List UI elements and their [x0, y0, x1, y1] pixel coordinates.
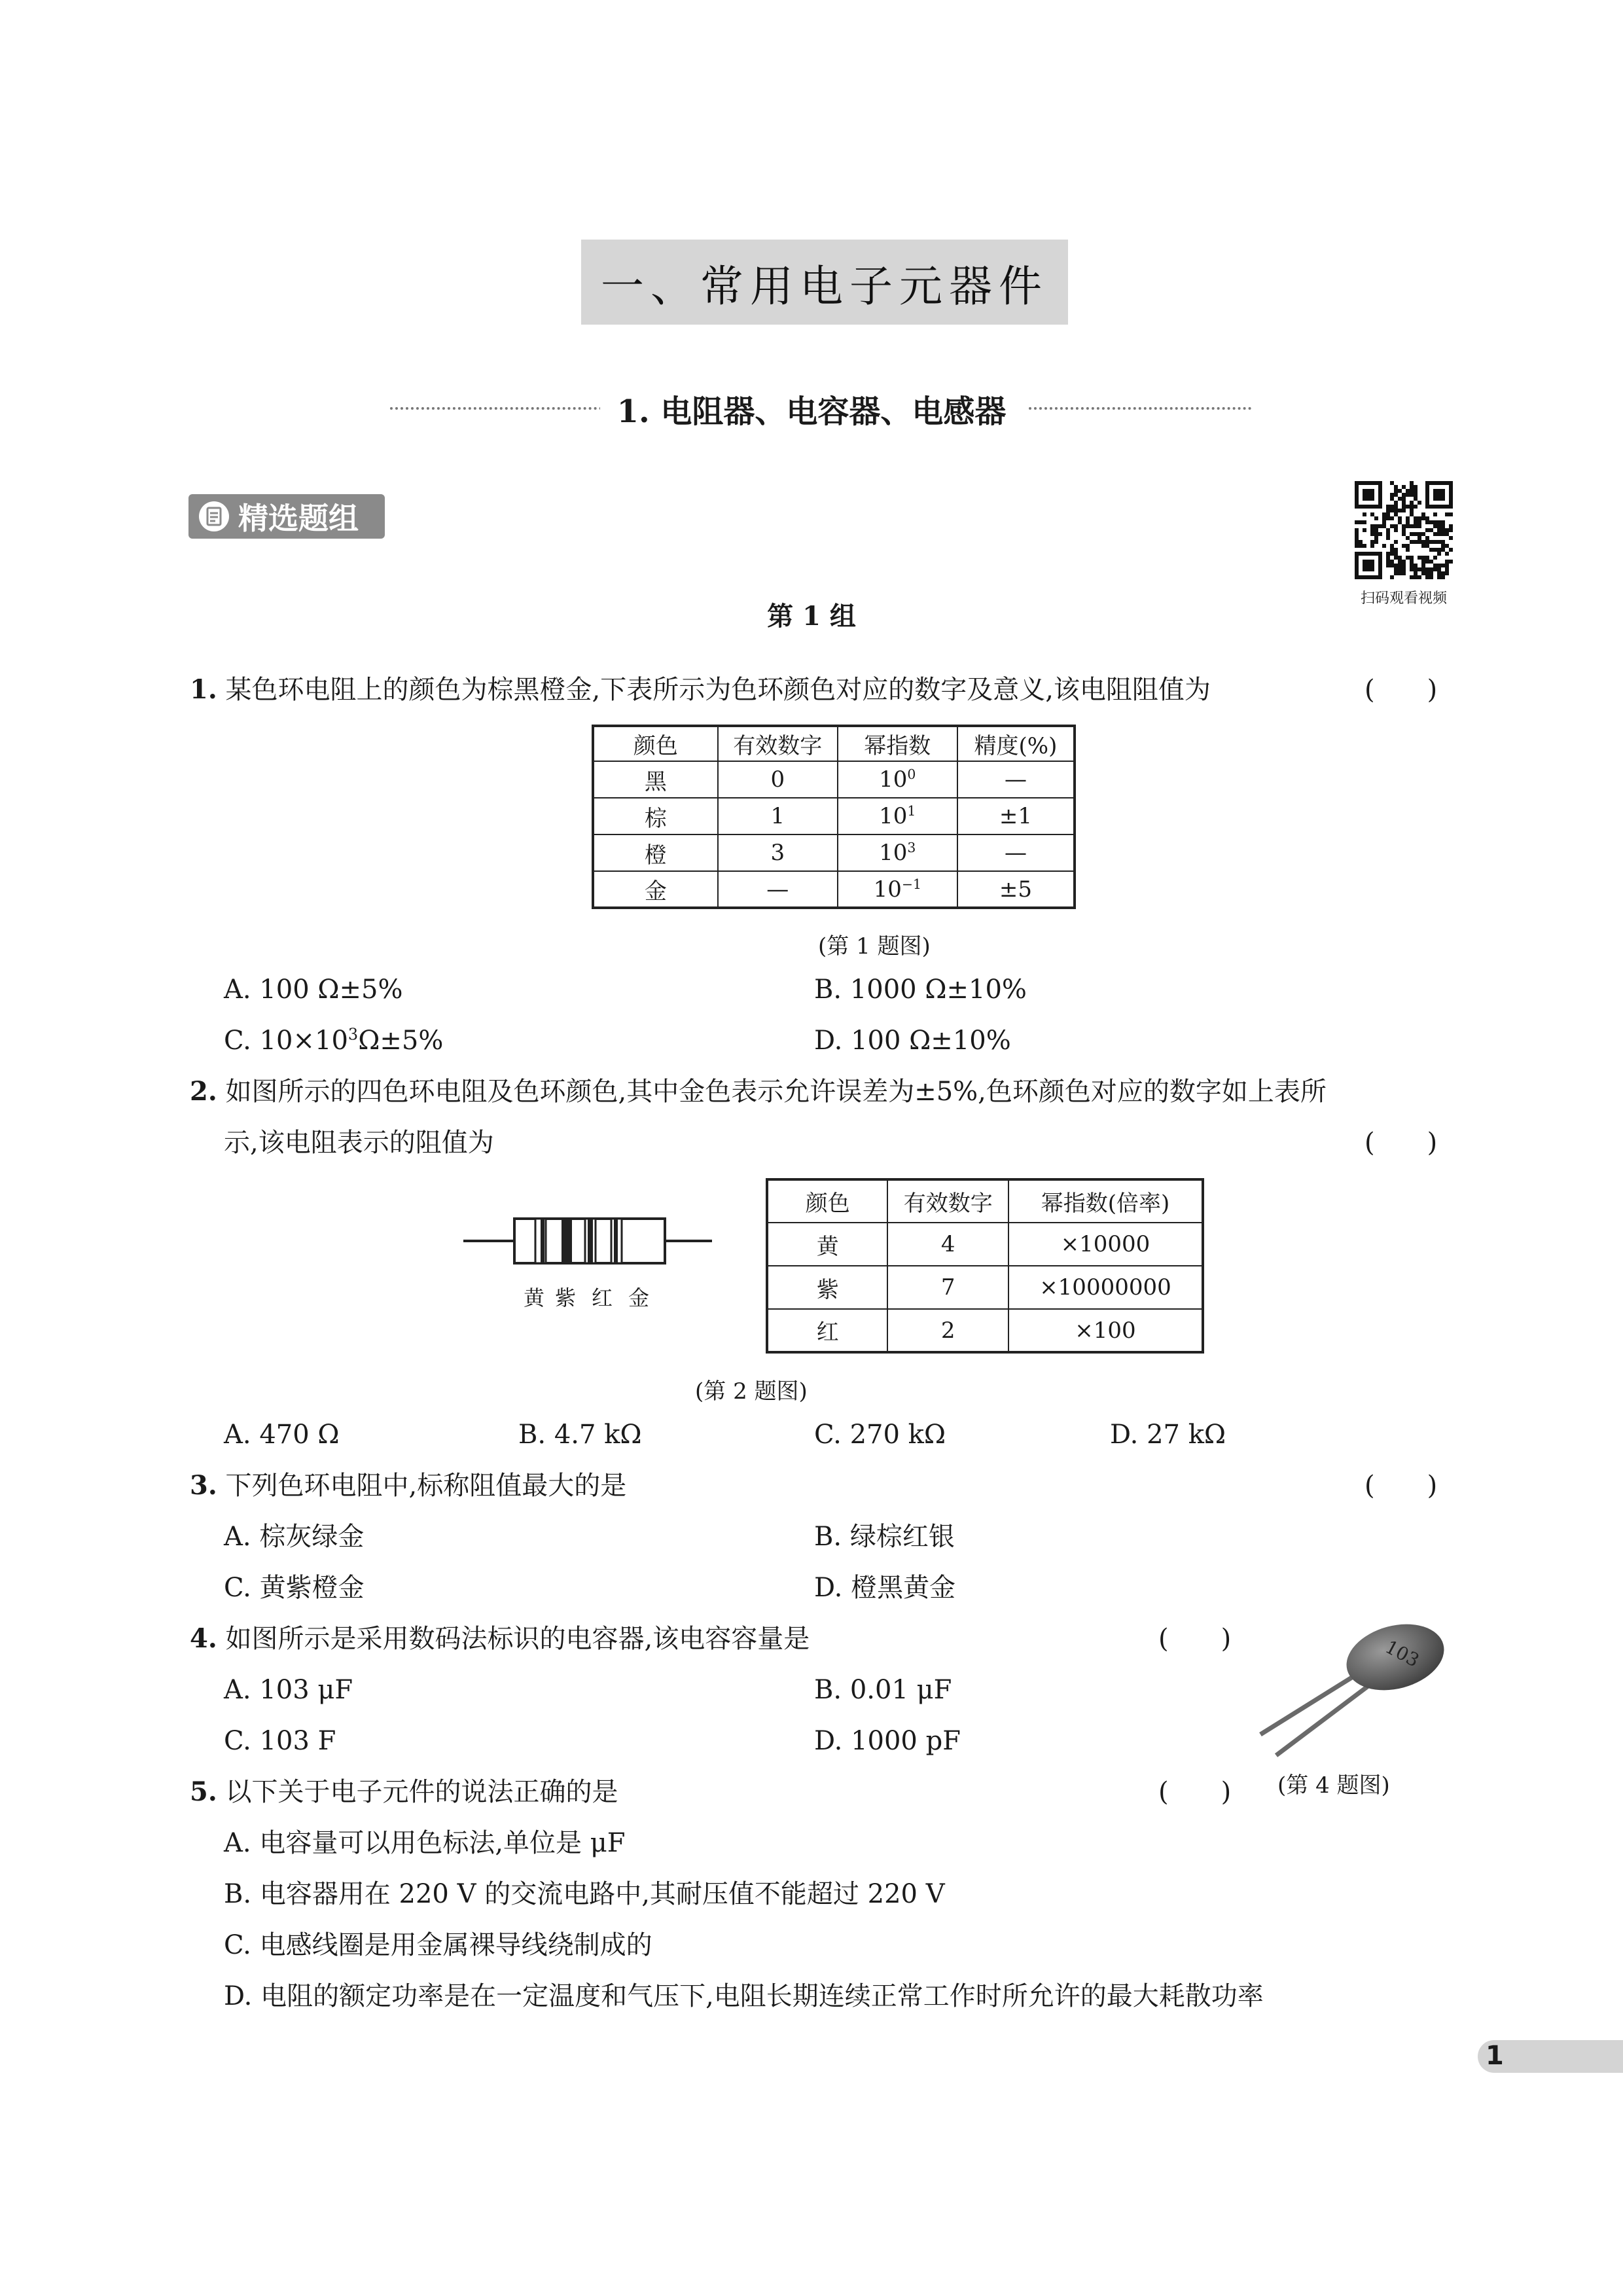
q2-cell-digit: 7 — [887, 1266, 1008, 1309]
q4-option-b: B. 0.01 μF — [814, 1675, 952, 1705]
q4-stem-line — [190, 1622, 810, 1656]
section-title-wrap — [0, 386, 1623, 431]
q5-answer-paren: ( ) — [1158, 1777, 1232, 1807]
q5-stem-line — [190, 1775, 618, 1809]
capacitor-marking: 103 — [1382, 1636, 1423, 1672]
q4-stem: 如图所示是采用数码法标识的电容器,该电容容量是 — [225, 1624, 810, 1654]
q3-number: 3. — [190, 1470, 217, 1501]
q1-caption: (第 1 题图) — [818, 933, 931, 960]
q2-option-b: B. 4.7 kΩ — [518, 1420, 642, 1450]
table-row — [593, 834, 1075, 871]
power-exponent: 3 — [907, 839, 916, 855]
q2-cell-color: 黄 — [767, 1223, 887, 1266]
capacitor-drawing — [1251, 1619, 1448, 1763]
q4-answer-paren: ( ) — [1158, 1624, 1232, 1654]
q1-cell-color: 棕 — [593, 798, 718, 834]
q5-stem: 以下关于电子元件的说法正确的是 — [225, 1777, 618, 1807]
q5-number: 5. — [190, 1776, 217, 1807]
table-row — [767, 1266, 1203, 1309]
q1-number: 1. — [190, 674, 217, 705]
selected-questions-tag — [188, 494, 385, 539]
q1-th-color: 颜色 — [593, 726, 718, 761]
band-label: 金 — [628, 1285, 650, 1310]
chapter-title: 一、常用电子元器件 — [601, 260, 1048, 312]
band-label: 红 — [592, 1285, 613, 1310]
q2-option-a: A. 470 Ω — [224, 1420, 340, 1450]
power-base: 10 — [873, 876, 902, 903]
q1-option-c — [224, 1024, 443, 1058]
q1-option-d: D. 100 Ω±10% — [814, 1026, 1011, 1056]
q3-stem: 下列色环电阻中,标称阻值最大的是 — [225, 1471, 627, 1501]
power-exponent: −1 — [901, 876, 921, 892]
table-row — [593, 761, 1075, 798]
q2-number: 2. — [190, 1076, 217, 1107]
q2-table-header — [767, 1179, 1203, 1223]
q1-option-b: B. 1000 Ω±10% — [814, 975, 1027, 1005]
q2-option-c: C. 270 kΩ — [814, 1420, 946, 1450]
q3-option-b: B. 绿棕红银 — [814, 1522, 955, 1552]
q2-stem-line2: 示,该电阻表示的阻值为 — [224, 1128, 494, 1158]
q1-option-c-exp: 3 — [348, 1025, 359, 1044]
q1-th-power: 幂指数 — [838, 726, 957, 761]
q2-cell-color: 红 — [767, 1309, 887, 1352]
q2-cell-multiplier: ×10000000 — [1008, 1266, 1203, 1309]
q1-table — [592, 725, 1076, 909]
band-label: 紫 — [555, 1285, 577, 1310]
q1-cell-tolerance: ±5 — [957, 871, 1075, 908]
q4-caption: (第 4 题图) — [1277, 1772, 1390, 1799]
q1-option-c-post: Ω±5% — [358, 1026, 444, 1056]
q4-option-a: A. 103 μF — [224, 1675, 353, 1705]
q2-th-digit: 有效数字 — [887, 1179, 1008, 1223]
q2-cell-digit: 2 — [887, 1309, 1008, 1352]
q5-option-a: A. 电容量可以用色标法,单位是 μF — [224, 1828, 626, 1858]
q2-cell-multiplier: ×10000 — [1008, 1223, 1203, 1266]
q1-table-header — [593, 726, 1075, 761]
qr-caption: 扫码观看视频 — [1360, 590, 1447, 607]
q2-answer-paren: ( ) — [1364, 1128, 1438, 1158]
q1-cell-tolerance: — — [957, 834, 1075, 871]
power-base: 10 — [879, 840, 908, 866]
section-title: 1. 电阻器、电容器、电感器 — [600, 393, 1024, 430]
q2-th-multiplier: 幂指数(倍率) — [1008, 1179, 1203, 1223]
q2-cell-digit: 4 — [887, 1223, 1008, 1266]
resistor-figure — [463, 1208, 712, 1313]
q1-answer-paren: ( ) — [1364, 675, 1438, 705]
q1-cell-digit: — — [718, 871, 838, 908]
table-row — [767, 1223, 1203, 1266]
q2-table — [766, 1178, 1204, 1354]
q1-cell-power — [838, 761, 957, 798]
q3-option-a: A. 棕灰绿金 — [224, 1522, 365, 1552]
q2-stem-1: 如图所示的四色环电阻及色环颜色,其中金色表示允许误差为±5%,色环颜色对应的数字如上表所 — [225, 1077, 1327, 1107]
table-row — [593, 871, 1075, 908]
q1-cell-power — [838, 871, 957, 908]
q3-option-d: D. 橙黑黄金 — [814, 1573, 956, 1603]
q1-cell-tolerance: ±1 — [957, 798, 1075, 834]
q1-th-tolerance: 精度(%) — [957, 726, 1075, 761]
page-number: 1 — [1486, 2041, 1504, 2071]
q1-cell-power — [838, 798, 957, 834]
power-base: 10 — [879, 766, 908, 793]
q1-cell-power — [838, 834, 957, 871]
q5-option-b: B. 电容器用在 220 V 的交流电路中,其耐压值不能超过 220 V — [224, 1879, 945, 1909]
q1-option-a: A. 100 Ω±5% — [224, 975, 403, 1005]
q3-option-c: C. 黄紫橙金 — [224, 1573, 365, 1603]
q2-th-color: 颜色 — [767, 1179, 887, 1223]
q1-cell-color: 橙 — [593, 834, 718, 871]
q4-option-c: C. 103 F — [224, 1726, 336, 1756]
document-icon — [199, 501, 229, 531]
group-title: 第 1 组 — [767, 601, 856, 632]
chapter-header — [581, 240, 1068, 325]
table-row — [767, 1309, 1203, 1352]
q4-option-d: D. 1000 pF — [814, 1726, 961, 1756]
q3-stem-line — [190, 1469, 626, 1503]
band-label: 黄 — [524, 1285, 545, 1310]
qr-code[interactable] — [1355, 481, 1453, 579]
q1-cell-color: 金 — [593, 871, 718, 908]
table-row — [593, 798, 1075, 834]
q2-cell-color: 紫 — [767, 1266, 887, 1309]
q5-option-d: D. 电阻的额定功率是在一定温度和气压下,电阻长期连续正常工作时所允许的最大耗散功率 — [224, 1981, 1264, 2011]
q1-stem-line — [190, 673, 1211, 707]
q1-cell-tolerance: — — [957, 761, 1075, 798]
q1-option-c-pre: C. 10×10 — [224, 1026, 348, 1056]
q1-th-digit: 有效数字 — [718, 726, 838, 761]
q5-option-c: C. 电感线圈是用金属裸导线绕制成的 — [224, 1930, 652, 1960]
q3-answer-paren: ( ) — [1364, 1471, 1438, 1501]
power-exponent: 1 — [907, 802, 916, 819]
q1-stem: 某色环电阻上的颜色为棕黑橙金,下表所示为色环颜色对应的数字及意义,该电阻阻值为 — [225, 675, 1211, 705]
q1-cell-digit: 0 — [718, 761, 838, 798]
resistor-drawing — [463, 1208, 712, 1274]
power-exponent: 0 — [907, 766, 916, 782]
q2-option-d: D. 27 kΩ — [1110, 1420, 1226, 1450]
q2-caption: (第 2 题图) — [695, 1378, 808, 1405]
tag-label: 精选题组 — [238, 501, 359, 536]
q2-cell-multiplier: ×100 — [1008, 1309, 1203, 1352]
capacitor-figure — [1251, 1619, 1448, 1763]
power-base: 10 — [879, 803, 908, 829]
q1-cell-color: 黑 — [593, 761, 718, 798]
q2-stem-line1 — [190, 1075, 1327, 1109]
q1-cell-digit: 1 — [718, 798, 838, 834]
q4-number: 4. — [190, 1623, 217, 1654]
q1-cell-digit: 3 — [718, 834, 838, 871]
